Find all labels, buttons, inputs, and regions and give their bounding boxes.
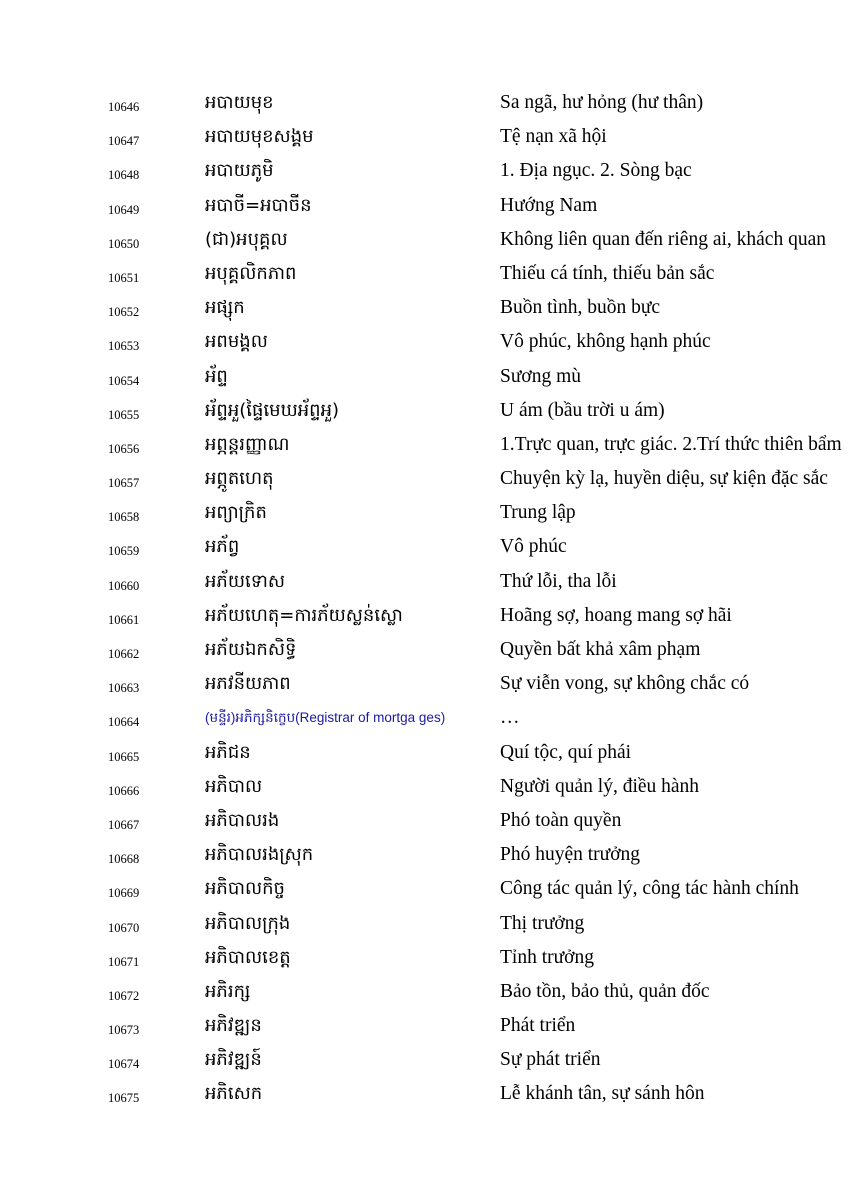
vietnamese-definition: Sự viễn vong, sự không chắc có [500, 673, 750, 695]
khmer-term: អភ័យឯកសិទ្ធិ [205, 639, 297, 660]
entry-number: 10660 [108, 578, 140, 593]
khmer-term: អភ័ព្វ [205, 536, 240, 558]
vietnamese-definition: Tệ nạn xã hội [500, 126, 607, 148]
entry-number: 10650 [108, 236, 140, 251]
khmer-term: អបាចី=អបាចីន [205, 194, 312, 216]
entry-number: 10655 [108, 407, 140, 422]
entry-number: 10666 [108, 783, 140, 798]
entry-number: 10674 [108, 1057, 140, 1072]
dictionary-entry [0, 257, 848, 291]
dictionary-entry [0, 599, 848, 633]
khmer-term: អភិបាលខេត្ត [205, 946, 291, 968]
dictionary-entry [0, 804, 848, 838]
khmer-term: អភវនីយភាព [205, 673, 291, 695]
khmer-term: អ័ព្ទ [205, 365, 228, 387]
khmer-term: អបាយមុខ [205, 92, 274, 113]
entry-number: 10668 [108, 852, 140, 867]
vietnamese-definition: Vô phúc [500, 536, 567, 558]
khmer-term: អព្ភូតហេតុ [205, 468, 274, 490]
khmer-term: អភ័យទោស [205, 570, 285, 592]
dictionary-entry [0, 565, 848, 599]
entry-number: 10663 [108, 681, 140, 696]
vietnamese-definition: Phó toàn quyền [500, 809, 622, 831]
dictionary-entry [0, 941, 848, 975]
entry-number: 10653 [108, 339, 140, 354]
dictionary-entry [0, 872, 848, 906]
dictionary-entry [0, 120, 848, 154]
entry-number: 10648 [108, 168, 140, 183]
khmer-term: អបាយភូមិ [205, 160, 274, 182]
vietnamese-definition: Quí tộc, quí phái [500, 741, 632, 763]
entry-number: 10646 [108, 100, 140, 114]
entry-number: 10662 [108, 647, 140, 661]
vietnamese-definition: Quyền bất khả xâm phạm [500, 639, 701, 660]
entry-number: 10665 [108, 749, 140, 764]
khmer-term: អព្យាក្រិត [205, 502, 267, 524]
entry-number: 10667 [108, 817, 140, 832]
vietnamese-definition: Buồn tình, buồn bực [500, 297, 661, 319]
vietnamese-definition: … [500, 707, 520, 729]
dictionary-entry [0, 975, 848, 1009]
entry-number: 10651 [108, 270, 140, 285]
entry-number: 10657 [108, 476, 140, 491]
vietnamese-definition: Thứ lỗi, tha lỗi [500, 570, 617, 592]
entry-number: 10652 [108, 305, 140, 320]
khmer-term: អភិបាលរងស្រុក [205, 844, 314, 866]
khmer-term: អផ្សុក [205, 297, 245, 319]
dictionary-entry [0, 462, 848, 496]
khmer-term: អភិបាល [205, 775, 263, 797]
vietnamese-definition: Bảo tồn, bảo thủ, quản đốc [500, 980, 710, 1002]
dictionary-entry [0, 394, 848, 428]
vietnamese-definition: Thị trưởng [500, 912, 585, 934]
vietnamese-definition: Trung lập [500, 502, 576, 524]
dictionary-entry [0, 154, 848, 188]
entry-number: 10647 [108, 134, 140, 149]
dictionary-entry [0, 838, 848, 872]
entry-number: 10671 [108, 954, 140, 969]
khmer-term: អបាយមុខសង្គម [205, 126, 314, 148]
khmer-term: (ជា)អបុគ្គល [205, 228, 288, 250]
vietnamese-definition: Người quản lý, điều hành [500, 775, 700, 797]
khmer-term: អភ័យហេតុ=ការភ័យស្លន់ស្លោ [205, 604, 403, 626]
dictionary-entry [0, 291, 848, 325]
vietnamese-definition: Tỉnh trưởng [500, 946, 594, 968]
khmer-term: អភិសេក [205, 1083, 263, 1105]
khmer-term: អភិបាលរង [205, 809, 280, 831]
khmer-term: អភិបាលក្រុង [205, 912, 291, 934]
entry-number: 10661 [108, 612, 140, 627]
khmer-term: អភិវឌ្ឍន៍ [205, 1049, 262, 1071]
vietnamese-definition: Hướng Nam [500, 194, 598, 216]
dictionary-entry [0, 701, 848, 735]
dictionary-entry [0, 360, 848, 394]
dictionary-entry [0, 325, 848, 359]
khmer-term: អ័ព្ទអួ(ផ្ទៃមេឃអ័ព្ទអួ) [205, 399, 340, 421]
khmer-term: អភិរក្ស [205, 980, 251, 1002]
dictionary-entry [0, 496, 848, 530]
khmer-term: អភិវឌ្ឍន [205, 1015, 262, 1037]
khmer-term: អព្ភន្តរញ្ញាណ [205, 433, 290, 455]
entry-number: 10669 [108, 886, 140, 901]
dictionary-entry [0, 667, 848, 701]
vietnamese-definition: Thiếu cá tính, thiếu bản sắc [500, 262, 715, 284]
vietnamese-definition: Lễ khánh tân, sự sánh hôn [500, 1083, 705, 1105]
khmer-term: អបុគ្គលិកភាព [205, 262, 297, 284]
khmer-term: អភិជន [205, 741, 251, 763]
vietnamese-definition: 1.Trực quan, trực giác. 2.Trí thức thiên bẩm [500, 433, 842, 455]
vietnamese-definition: Hoãng sợ, hoang mang sợ hãi [500, 604, 732, 626]
dictionary-entry [0, 770, 848, 804]
entry-number: 10649 [108, 202, 140, 217]
dictionary-entry [0, 907, 848, 941]
vietnamese-definition: Phó huyện trưởng [500, 844, 641, 866]
vietnamese-definition: 1. Địa ngục. 2. Sòng bạc [500, 160, 692, 182]
dictionary-entry-list [0, 86, 848, 1112]
entry-number: 10672 [108, 988, 140, 1003]
entry-number: 10664 [108, 715, 140, 730]
entry-number: 10656 [108, 441, 140, 456]
khmer-term: អភិបាលកិច្ច [205, 878, 285, 900]
dictionary-entry [0, 189, 848, 223]
entry-number: 10659 [108, 544, 140, 559]
entry-number: 10670 [108, 920, 140, 935]
dictionary-entry [0, 1043, 848, 1077]
dictionary-entry [0, 633, 848, 667]
dictionary-entry [0, 1077, 848, 1111]
dictionary-entry [0, 86, 848, 120]
dictionary-entry [0, 736, 848, 770]
entry-number: 10658 [108, 510, 140, 525]
vietnamese-definition: Phát triển [500, 1015, 576, 1037]
vietnamese-definition: U ám (bầu trời u ám) [500, 399, 665, 421]
khmer-term: អពមង្គល [205, 331, 268, 353]
vietnamese-definition: Sự phát triển [500, 1049, 601, 1071]
khmer-term: (មន្ទីរ)អភិក្សនិក្ខេប(Registrar of mortga ges) [205, 710, 446, 726]
vietnamese-definition: Vô phúc, không hạnh phúc [500, 331, 711, 353]
entry-number: 10654 [108, 373, 140, 388]
vietnamese-definition: Công tác quản lý, công tác hành chính [500, 878, 799, 900]
vietnamese-definition: Không liên quan đến riêng ai, khách quan [500, 228, 826, 250]
vietnamese-definition: Sương mù [500, 365, 582, 387]
vietnamese-definition: Sa ngã, hư hỏng (hư thân) [500, 92, 704, 113]
dictionary-entry [0, 1009, 848, 1043]
dictionary-entry [0, 530, 848, 564]
vietnamese-definition: Chuyện kỳ lạ, huyền diệu, sự kiện đặc sắc [500, 468, 828, 490]
entry-number: 10675 [108, 1091, 140, 1106]
dictionary-entry [0, 428, 848, 462]
dictionary-entry [0, 223, 848, 257]
entry-number: 10673 [108, 1023, 140, 1038]
